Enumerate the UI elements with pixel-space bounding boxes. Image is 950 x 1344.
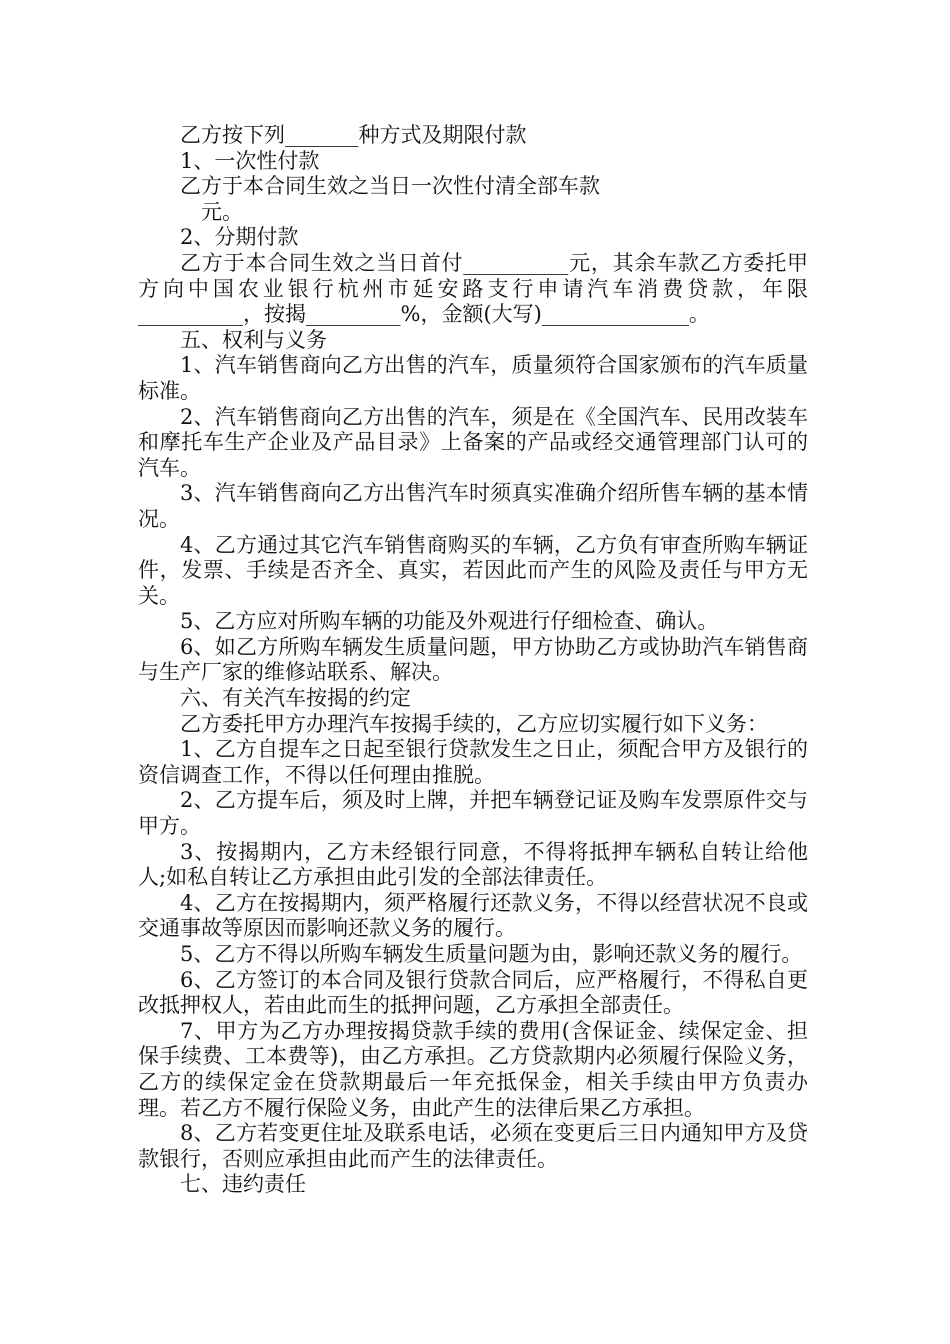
- installment-text: 乙方于本合同生效之当日首付__________元，其余车款乙方委托甲方向中国农业银行杭州市延安路支行申请汽车消费贷款，年限__________，按揭_________%，金额(大写)______________。: [138, 250, 808, 327]
- clause-6-8: 8、乙方若变更住址及联系电话，必须在变更后三日内通知甲方及贷款银行，否则应承担由此而产生的法律责任。: [138, 1121, 808, 1171]
- clause-6-3: 3、按揭期内，乙方未经银行同意，不得将抵押车辆私自转让给他人;如私自转让乙方承担由此引发的全部法律责任。: [138, 839, 808, 890]
- clause-6-6: 6、乙方签订的本合同及银行贷款合同后，应严格履行，不得私自更改抵押权人，若由此而生的抵押问题，乙方承担全部责任。: [138, 967, 808, 1018]
- lump-sum-unit: 元。: [201, 199, 243, 224]
- contract-body: [138, 123, 808, 1198]
- clause-5-3: 3、汽车销售商向乙方出售汽车时须真实准确介绍所售车辆的基本情况。: [138, 481, 808, 531]
- lump-sum-text: 乙方于本合同生效之当日一次性付清全部车款: [180, 174, 600, 199]
- clause-6-4: 4、乙方在按揭期内，须严格履行还款义务，不得以经营状况不良或交通事故等原因而影响还款义务的履行。: [138, 890, 808, 941]
- clause-6-7: 7、甲方为乙方办理按揭贷款手续的费用(含保证金、续保定金、担保手续费、工本费等)，由乙方承担。乙方贷款期内必须履行保险义务，乙方的续保定金在贷款期最后一年充抵保金，相关手续由甲方负责办理。若乙方不履行保险义务，由此产生的法律后果乙方承担。: [138, 1018, 808, 1120]
- lump-sum-heading: 1、一次性付款: [180, 148, 320, 173]
- clause-5-2: 2、汽车销售商向乙方出售的汽车，须是在《全国汽车、民用改装车和摩托车生产企业及产品目录》上备案的产品或经交通管理部门认可的汽车。: [138, 404, 808, 480]
- clause-5-4: 4、乙方通过其它汽车销售商购买的车辆，乙方负有审查所购车辆证件，发票、手续是否齐全、真实，若因此而产生的风险及责任与甲方无关。: [138, 532, 808, 608]
- section-7-heading: 七、违约责任: [180, 1172, 306, 1197]
- installment-heading: 2、分期付款: [180, 225, 299, 250]
- clause-6-2: 2、乙方提车后，须及时上牌，并把车辆登记证及购车发票原件交与甲方。: [138, 788, 808, 839]
- section-6-heading: 六、有关汽车按揭的约定: [180, 686, 411, 711]
- payment-method-intro: 乙方按下列_______种方式及期限付款: [180, 123, 527, 147]
- clause-5-6: 6、如乙方所购车辆发生质量问题，甲方协助乙方或协助汽车销售商与生产厂家的维修站联系、解决。: [138, 634, 808, 685]
- clause-6-5: 5、乙方不得以所购车辆发生质量问题为由，影响还款义务的履行。: [180, 942, 803, 966]
- clause-5-5: 5、乙方应对所购车辆的功能及外观进行仔细检查、确认。: [180, 609, 719, 634]
- section-5-heading: 五、权利与义务: [180, 327, 327, 352]
- clause-5-1: 1、汽车销售商向乙方出售的汽车，质量须符合国家颁布的汽车质量标准。: [138, 353, 808, 403]
- section-6-intro: 乙方委托甲方办理汽车按揭手续的，乙方应切实履行如下义务：: [180, 711, 768, 736]
- clause-6-1: 1、乙方自提车之日起至银行贷款发生之日止，须配合甲方及银行的资信调查工作，不得以任何理由推脱。: [138, 737, 808, 787]
